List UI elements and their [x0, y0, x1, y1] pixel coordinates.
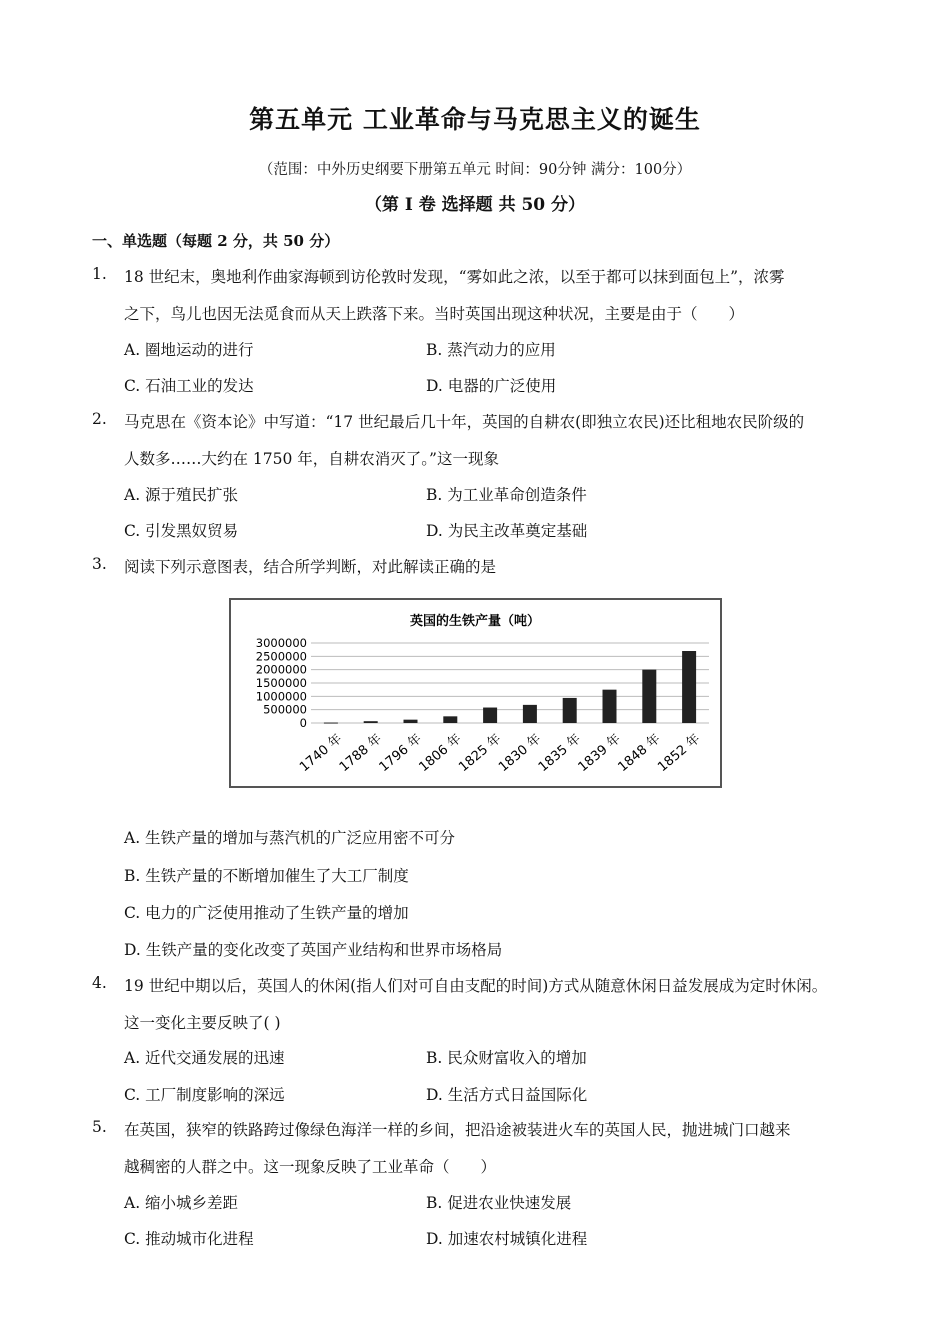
question-4-option-d[interactable]: D. 生活方式日益国际化: [426, 1086, 588, 1104]
question-2-option-d[interactable]: D. 为民主改革奠定基础: [426, 522, 588, 540]
question-5-option-c[interactable]: C. 推动城市化进程: [124, 1230, 254, 1248]
question-2-line-2: 人数多……大约在 1750 年，自耕农消灭了。”这一现象: [124, 450, 499, 468]
volume-heading: （第 I 卷 选择题 共 50 分）: [364, 195, 586, 215]
chart-y-tick-label: 500000: [263, 702, 307, 717]
chart-bar: [404, 720, 418, 723]
section-heading: 一、单选题（每题 2 分，共 50 分）: [92, 232, 340, 250]
pig-iron-chart: [229, 598, 722, 788]
question-2-number: 2.: [92, 410, 107, 428]
question-5-option-a[interactable]: A. 缩小城乡差距: [124, 1194, 239, 1212]
question-2-option-c[interactable]: C. 引发黑奴贸易: [124, 522, 239, 540]
question-3-option-b[interactable]: B. 生铁产量的不断增加催生了大工厂制度: [124, 867, 409, 885]
question-5-line-1: 在英国，狭窄的铁路跨过像绿色海洋一样的乡间，把沿途被装进火车的英国人民，抛进城门口越来: [124, 1121, 791, 1139]
chart-x-tick-label: 1839 年: [575, 731, 624, 776]
chart-y-axis: [256, 636, 307, 730]
question-3-line-1: 阅读下列示意图表，结合所学判断，对此解读正确的是: [124, 558, 497, 576]
question-4-number: 4.: [92, 974, 107, 992]
chart-y-tick-label: 0: [299, 716, 307, 730]
question-3-option-a[interactable]: A. 生铁产量的增加与蒸汽机的广泛应用密不可分: [124, 829, 456, 847]
question-1-line-1: 18 世纪末，奥地利作曲家海顿到访伦敦时发现，“雾如此之浓，以至于都可以抹到面包上”，浓雾: [124, 268, 785, 286]
chart-x-tick-label: 1852 年: [655, 731, 704, 776]
chart-bar: [603, 690, 617, 723]
question-5-line-2: 越稠密的人群之中。这一现象反映了工业革命（ ）: [124, 1158, 497, 1176]
chart-x-tick-label: 1806 年: [416, 731, 465, 776]
question-2-option-a[interactable]: A. 源于殖民扩张: [124, 486, 239, 504]
question-1-option-b[interactable]: B. 蒸汽动力的应用: [426, 341, 556, 359]
question-1-option-c[interactable]: C. 石油工业的发达: [124, 377, 254, 395]
chart-title: 英国的生铁产量（吨）: [409, 614, 541, 629]
chart-bar: [642, 670, 656, 723]
chart-y-tick-label: 2000000: [255, 662, 307, 677]
chart-x-tick-label: 1740 年: [297, 731, 346, 776]
chart-y-tick-label: 1000000: [255, 689, 307, 704]
chart-bar: [523, 705, 537, 723]
question-3-option-c[interactable]: C. 电力的广泛使用推动了生铁产量的增加: [124, 904, 409, 922]
question-5-number: 5.: [92, 1118, 107, 1136]
question-4-option-c[interactable]: C. 工厂制度影响的深远: [124, 1086, 285, 1104]
chart-bar: [483, 708, 497, 723]
question-2-option-b[interactable]: B. 为工业革命创造条件: [426, 486, 587, 504]
question-1-option-a[interactable]: A. 圈地运动的进行: [124, 341, 254, 359]
chart-bar: [324, 723, 338, 724]
question-4-option-b[interactable]: B. 民众财富收入的增加: [426, 1049, 587, 1067]
chart-y-tick-label: 3000000: [255, 636, 307, 650]
question-1-number: 1.: [92, 265, 107, 283]
question-4-line-1: 19 世纪中期以后，英国人的休闲(指人们对可自由支配的时间)方式从随意休闲日益发展成为定时休闲。: [124, 977, 828, 995]
chart-bars: [324, 651, 696, 724]
question-4-line-2: 这一变化主要反映了( ): [124, 1014, 281, 1032]
question-3-option-d[interactable]: D. 生铁产量的变化改变了英国产业结构和世界市场格局: [124, 941, 503, 959]
question-1-line-2: 之下，鸟儿也因无法觅食而从天上跌落下来。当时英国出现这种状况，主要是由于（ ）: [124, 305, 745, 323]
question-4-option-a[interactable]: A. 近代交通发展的迅速: [124, 1049, 285, 1067]
question-2-line-1: 马克思在《资本论》中写道：“17 世纪最后几十年，英国的自耕农(即独立农民)还比租地农民阶级的: [124, 413, 805, 431]
chart-x-axis: [296, 731, 703, 776]
chart-bar: [682, 651, 696, 723]
chart-x-tick-label: 1830 年: [496, 731, 545, 776]
chart-bar: [364, 721, 378, 723]
chart-canvas: [231, 600, 720, 786]
chart-y-tick-label: 1500000: [255, 676, 307, 690]
page-title: 第五单元 工业革命与马克思主义的诞生: [249, 105, 701, 134]
chart-bar: [443, 716, 457, 723]
chart-bar: [563, 698, 577, 723]
chart-y-tick-label: 2500000: [255, 649, 307, 664]
chart-x-tick-label: 1835 年: [535, 731, 584, 776]
chart-x-tick-label: 1796 年: [376, 731, 425, 776]
question-1-option-d[interactable]: D. 电器的广泛使用: [426, 377, 557, 395]
chart-x-tick-label: 1848 年: [615, 731, 664, 776]
question-3-number: 3.: [92, 555, 107, 573]
chart-x-tick-label: 1788 年: [336, 731, 385, 776]
question-5-option-b[interactable]: B. 促进农业快速发展: [426, 1194, 572, 1212]
exam-scope-info: （范围：中外历史纲要下册第五单元 时间：90分钟 满分：100分）: [258, 162, 692, 178]
question-5-option-d[interactable]: D. 加速农村城镇化进程: [426, 1230, 588, 1248]
chart-x-tick-label: 1825 年: [456, 731, 505, 776]
